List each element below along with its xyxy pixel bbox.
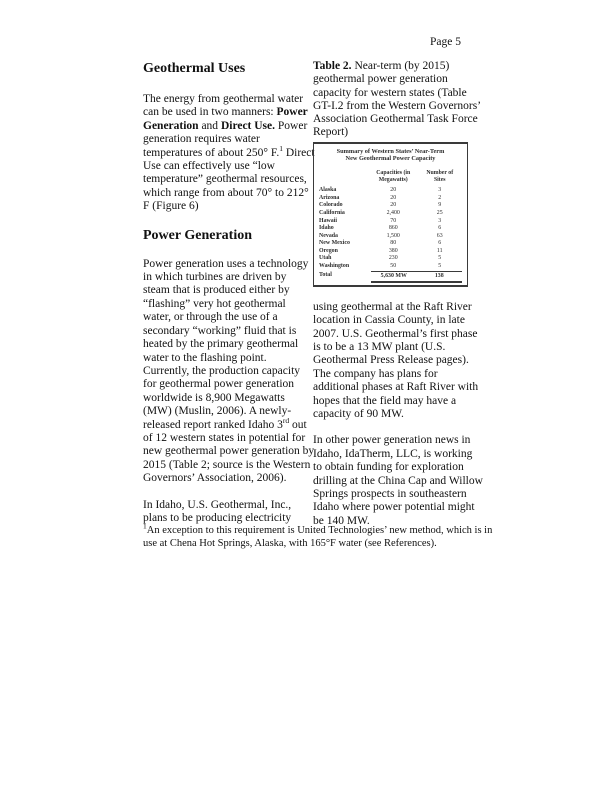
state-cell: New Mexico bbox=[319, 240, 350, 247]
column-header-line: Number of bbox=[426, 169, 454, 176]
sites-cell: 6 bbox=[438, 240, 442, 247]
embedded-table-title-line1: Summary of Western States’ Near-Term bbox=[336, 147, 445, 155]
state-cell: Nevada bbox=[319, 232, 338, 239]
total-sites-cell: 138 bbox=[434, 273, 444, 280]
text-run: Power generation requires water temperatures of about 250° F. bbox=[143, 119, 308, 159]
column-header-sites bbox=[418, 170, 463, 184]
page-number: Page 5 bbox=[430, 36, 461, 48]
text-run: out of 12 western states in potential for new geothermal power generation by 2015 (Table 2; source is the Western Governors’ Association, 2006). bbox=[143, 418, 315, 485]
state-cell: Utah bbox=[319, 255, 332, 262]
table-row bbox=[319, 255, 462, 263]
capacity-cell: 80 bbox=[390, 240, 397, 247]
capacity-cell: 2,400 bbox=[386, 210, 400, 217]
paragraph-raft-river: using geothermal at the Raft River location in Cassia County, in late 2007. U.S. Geothermal’s first phase is to be a 13 MW plant (U.S. Geothermal Press Release pages). The company has plans for additional phases at Raft River with hopes that the field may have a capacity of 90 MW. bbox=[313, 300, 479, 421]
sites-cell: 3 bbox=[438, 217, 442, 224]
footnote-text: An exception to this requirement is United Technologies’ new method, which is in use at Chena Hot Springs, Alaska, with 165°F water (see References). bbox=[143, 525, 493, 549]
footnote bbox=[143, 521, 493, 550]
text-run: Direct Use can effectively use “low temperature” geothermal resources, which range from about 70° to 212° F (Figure 6) bbox=[143, 146, 315, 213]
table-row bbox=[319, 210, 462, 218]
sites-cell: 5 bbox=[438, 262, 442, 269]
table-total-row bbox=[319, 271, 462, 283]
total-label-cell: Total bbox=[319, 272, 332, 279]
sites-cell: 3 bbox=[438, 187, 442, 194]
right-column bbox=[313, 60, 483, 541]
capacity-cell: 860 bbox=[388, 225, 398, 232]
capacity-cell: 380 bbox=[388, 247, 398, 254]
state-cell: California bbox=[319, 210, 345, 217]
column-header-line: Megawatts) bbox=[378, 176, 408, 183]
column-header-line: Sites bbox=[433, 176, 446, 183]
sites-cell: 63 bbox=[436, 232, 443, 239]
state-cell: Alaska bbox=[319, 187, 337, 194]
paragraph-idatherm: In other power generation news in Idaho, IdaTherm, LLC, is working to obtain funding for exploration drilling at the China Cap and Willow Springs prospects in southeastern Idaho where power potential might be 140 MW. bbox=[313, 434, 483, 527]
text-run: Power generation uses a technology in which turbines are driven by steam that is produced either by “flashing” very hot geothermal water, or through the use of a secondary “working” fluid that is heated by the primary geothermal water to the flashing point. Currently, the production capacity for geothermal power generation worldwide is 8,900 Megawatts (MW) (Muslin, 2006). A newly-released report ranked Idaho 3 bbox=[143, 257, 309, 431]
paragraph-power-generation bbox=[143, 258, 315, 486]
table-row bbox=[319, 233, 462, 241]
footnote-reference-mark: 1 bbox=[279, 143, 283, 153]
table-row bbox=[319, 240, 462, 248]
state-cell: Colorado bbox=[319, 202, 343, 209]
capacity-cell: 230 bbox=[388, 255, 398, 262]
table-row bbox=[319, 263, 462, 271]
bold-run-power-generation: Power Generation bbox=[143, 106, 308, 132]
table-caption bbox=[313, 60, 483, 140]
table-row bbox=[319, 202, 462, 210]
capacity-cell: 20 bbox=[390, 187, 397, 194]
capacity-cell: 20 bbox=[390, 202, 397, 209]
capacity-cell: 50 bbox=[390, 262, 397, 269]
state-cell: Idaho bbox=[319, 225, 334, 232]
text-run: The energy from geothermal water can be used in two manners: bbox=[143, 93, 304, 119]
sites-cell: 11 bbox=[436, 247, 443, 254]
column-header-line: Capacities (in bbox=[376, 169, 411, 176]
embedded-table-header-row bbox=[319, 170, 462, 184]
column-header-capacities bbox=[371, 170, 416, 184]
footnote-marker: 1 bbox=[143, 521, 147, 531]
table-row bbox=[319, 248, 462, 256]
state-cell: Hawaii bbox=[319, 217, 337, 224]
capacity-cell: 70 bbox=[390, 217, 397, 224]
table-row bbox=[319, 218, 462, 226]
total-capacity-cell: 5,630 MW bbox=[380, 273, 407, 280]
bold-run-direct-use: Direct Use. bbox=[220, 119, 276, 132]
state-cell: Oregon bbox=[319, 247, 338, 254]
ordinal-superscript: rd bbox=[282, 415, 290, 425]
table-caption-text: Near-term (by 2015) geothermal power generation capacity for western states (Table GT-I.2 from the Western Governors’ Association Geothermal Task Force Report) bbox=[313, 60, 481, 139]
heading-power-generation: Power Generation bbox=[143, 227, 252, 243]
sites-cell: 25 bbox=[436, 210, 443, 217]
embedded-table-image bbox=[313, 142, 468, 287]
sites-cell: 5 bbox=[438, 255, 442, 262]
embedded-table-title bbox=[319, 148, 462, 163]
header-spacer bbox=[319, 170, 369, 184]
paragraph-idaho-geothermal: In Idaho, U.S. Geothermal, Inc., plans to be producing electricity bbox=[143, 498, 292, 524]
table-row bbox=[319, 187, 462, 195]
paragraph-intro bbox=[143, 93, 315, 214]
sites-cell: 2 bbox=[438, 194, 442, 201]
heading-geothermal-uses: Geothermal Uses bbox=[143, 61, 246, 76]
embedded-table-title-line2: New Geothermal Power Capacity bbox=[345, 155, 436, 163]
table-row bbox=[319, 225, 462, 233]
sites-cell: 9 bbox=[438, 202, 442, 209]
table-caption-label: Table 2. bbox=[313, 60, 352, 72]
state-cell: Arizona bbox=[319, 194, 340, 201]
state-cell: Washington bbox=[319, 262, 350, 269]
capacity-cell: 20 bbox=[390, 194, 397, 201]
sites-cell: 6 bbox=[438, 225, 442, 232]
total-values bbox=[371, 271, 462, 283]
table-row bbox=[319, 195, 462, 203]
left-column bbox=[143, 60, 315, 538]
capacity-cell: 1,500 bbox=[386, 232, 400, 239]
text-run: and bbox=[198, 119, 221, 132]
